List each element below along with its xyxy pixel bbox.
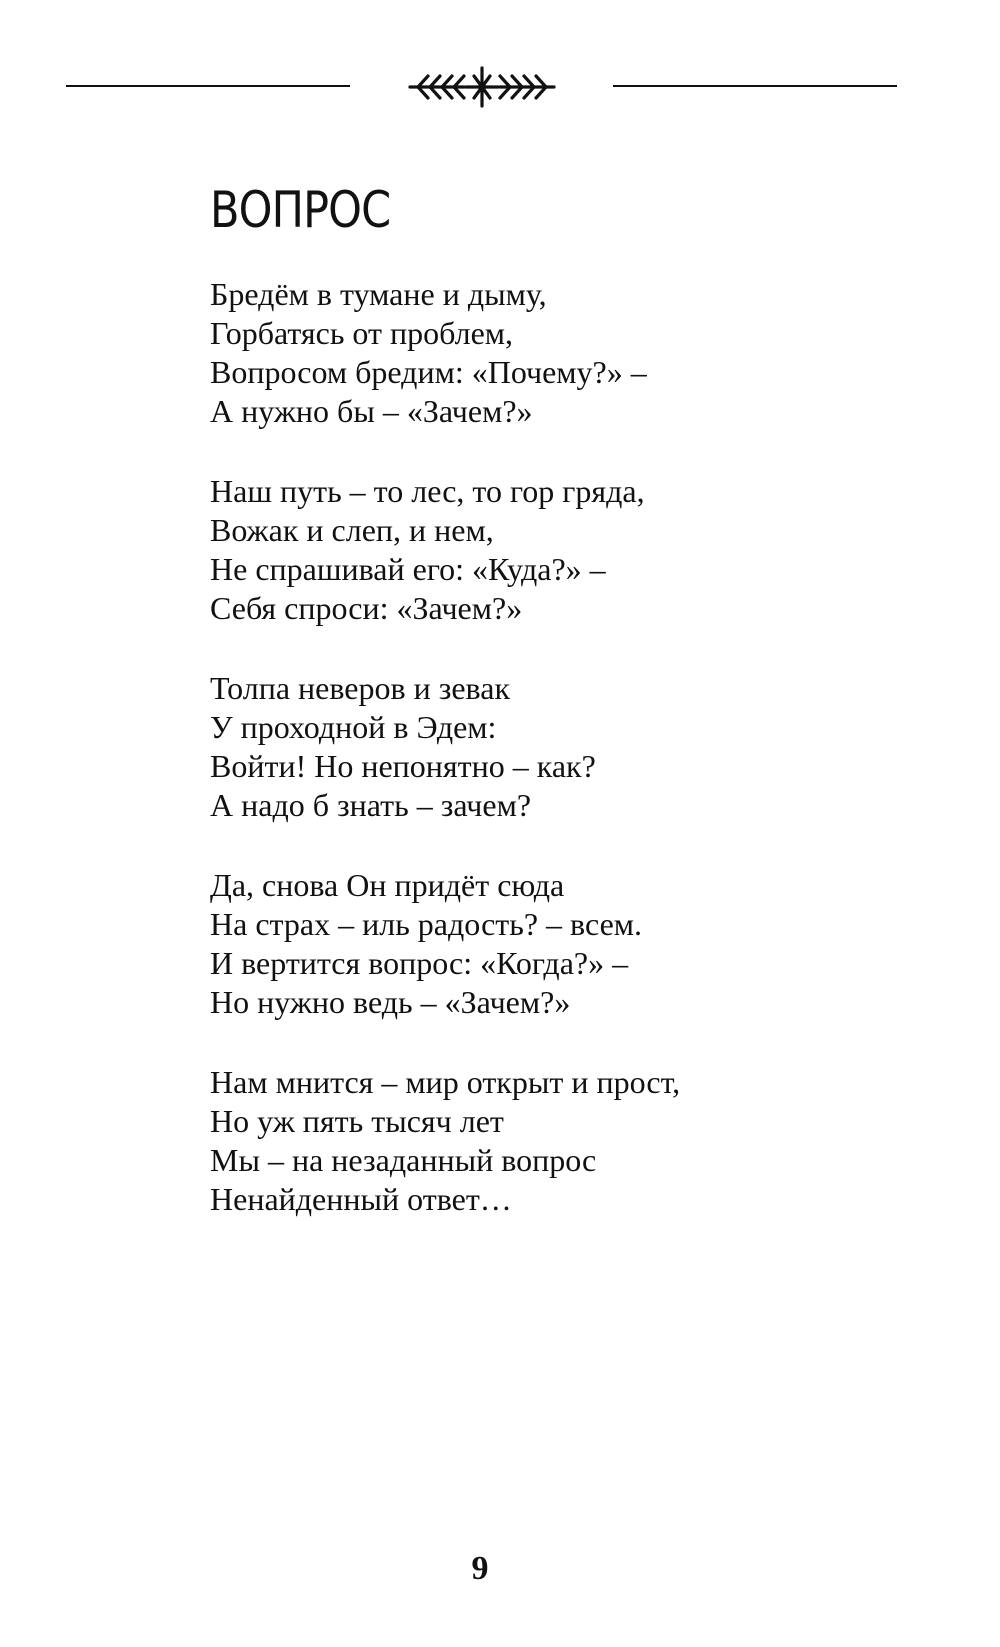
poem-line: Мы – на незаданный вопрос — [210, 1142, 597, 1178]
left-rule — [66, 85, 350, 87]
poem-line: А надо б знать – зачем? — [210, 787, 532, 823]
poem-line: Да, снова Он придёт сюда — [210, 867, 565, 903]
poem-line: А нужно бы – «Зачем?» — [210, 393, 533, 429]
stanza — [210, 669, 910, 825]
header-ornament — [0, 55, 1000, 125]
page-number: 9 — [471, 1550, 489, 1587]
poem-line: У проходной в Эдем: — [210, 709, 497, 745]
poem-line: Вожак и слеп, и нем, — [210, 512, 494, 548]
stanza — [210, 1063, 910, 1219]
poem-title: ВОПРОС — [210, 181, 391, 239]
poem-line: Вопросом бредим: «Почему?» – — [210, 354, 647, 390]
poem-line: Горбатясь от проблем, — [210, 315, 514, 351]
poem-line: Но уж пять тысяч лет — [210, 1103, 504, 1139]
stanza — [210, 866, 910, 1022]
poem-line: Ненайденный ответ… — [210, 1181, 512, 1217]
poem-line: И вертится вопрос: «Когда?» – — [210, 945, 629, 981]
poem-line: Бредём в тумане и дыму, — [210, 276, 547, 312]
poem-line: Войти! Но непонятно – как? — [210, 748, 596, 784]
poem-line: Нам мнится – мир открыт и прост, — [210, 1064, 681, 1100]
stanza — [210, 275, 910, 431]
poem-body — [210, 275, 910, 1260]
poem-line: Себя спроси: «Зачем?» — [210, 590, 523, 626]
stanza — [210, 472, 910, 628]
poem-line: Толпа неверов и зевак — [210, 670, 510, 706]
right-rule — [613, 85, 897, 87]
poem-line: На страх – иль радость? – всем. — [210, 906, 643, 942]
poem-line: Не спрашивай его: «Куда?» – — [210, 551, 606, 587]
poem-line: Но нужно ведь – «Зачем?» — [210, 984, 571, 1020]
poem-line: Наш путь – то лес, то гор гряда, — [210, 473, 645, 509]
fleuron-ornament-icon — [402, 62, 562, 112]
